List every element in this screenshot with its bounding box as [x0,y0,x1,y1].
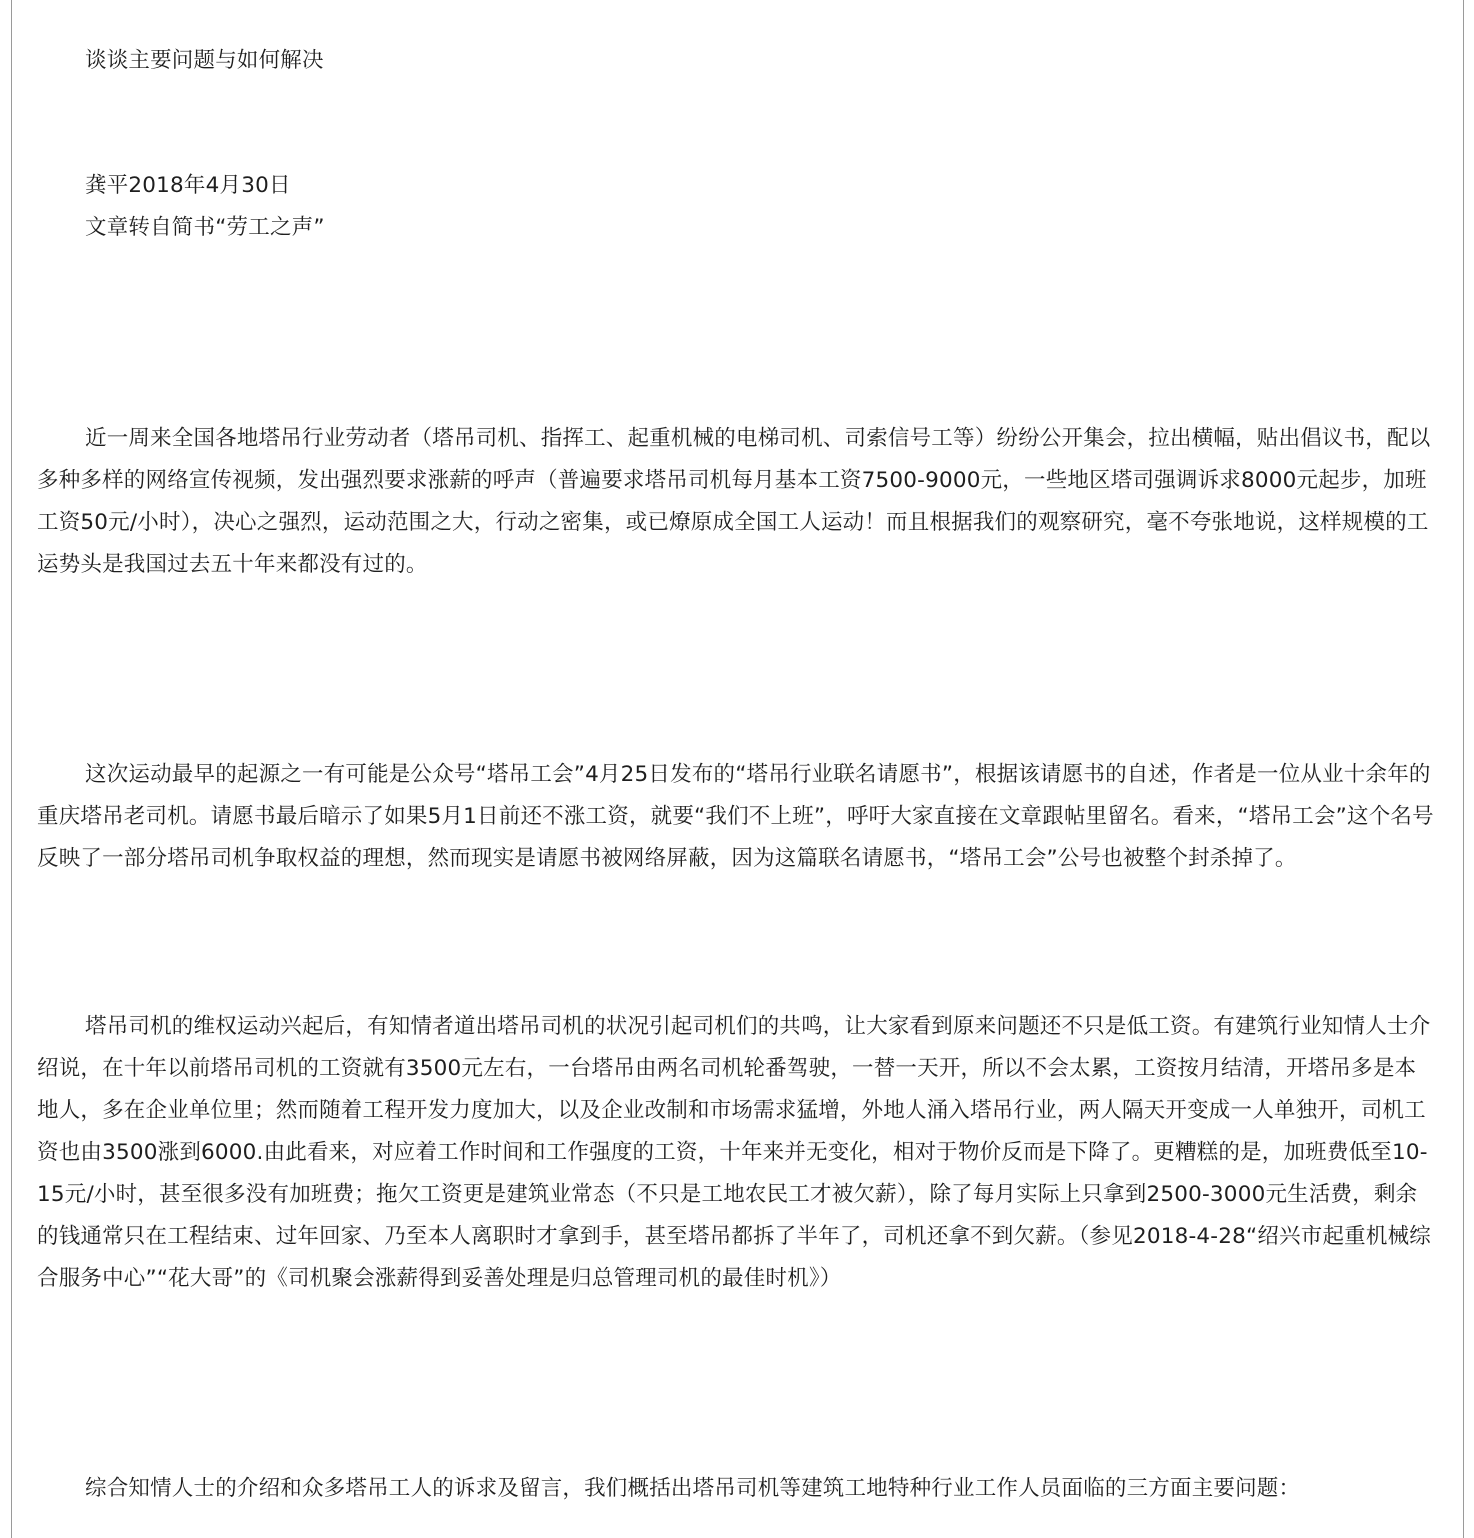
paragraph-2: 这次运动最早的起源之一有可能是公众号“塔吊工会”4月25日发布的“塔吊行业联名请愿书”，根据该请愿书的自述，作者是一位从业十余年的重庆塔吊老司机。请愿书最后暗示了如果5月1日前还不涨工资，就要“我们不上班”，呼吁大家直接在文章跟帖里留名。看来，“塔吊工会”这个名号反映了一部分塔吊司机争取权益的理想，然而现实是请愿书被网络屏蔽，因为这篇联名请愿书，“塔吊工会”公号也被整个封杀掉了。 [37,762,1434,871]
article-title: 谈谈主要问题与如何解决 [85,48,324,73]
article-source: 文章转自简书“劳工之声” [85,215,325,240]
paragraph-1: 近一周来全国各地塔吊行业劳动者（塔吊司机、指挥工、起重机械的电梯司机、司索信号工等）纷纷公开集会，拉出横幅，贴出倡议书，配以多种多样的网络宣传视频，发出强烈要求涨薪的呼声（普遍要求塔吊司机每月基本工资7500-9000元，一些地区塔司强调诉求8000元起步，加班工资50元/小时），决心之强烈，运动范围之大，行动之密集，或已燎原成全国工人运动！而且根据我们的观察研究，毫不夸张地说，这样规模的工运势头是我国过去五十年来都没有过的。 [37,426,1431,577]
paragraph-3: 塔吊司机的维权运动兴起后，有知情者道出塔吊司机的状况引起司机们的共鸣，让大家看到原来问题还不只是低工资。有建筑行业知情人士介绍说，在十年以前塔吊司机的工资就有3500元左右，一台塔吊由两名司机轮番驾驶，一替一天开，所以不会太累，工资按月结清，开塔吊多是本地人，多在企业单位里；然而随着工程开发力度加大，以及企业改制和市场需求猛增，外地人涌入塔吊行业，两人隔天开变成一人单独开，司机工资也由3500涨到6000.由此看来，对应着工作时间和工作强度的工资，十年来并无变化，相对于物价反而是下降了。更糟糕的是，加班费低至10-15元/小时，甚至很多没有加班费；拖欠工资更是建筑业常态（不只是工地农民工才被欠薪），除了每月实际上只拿到2500-3000元生活费，剩余的钱通常只在工程结束、过年回家、乃至本人离职时才拿到手，甚至塔吊都拆了半年了，司机还拿不到欠薪。（参见2018-4-28“绍兴市起重机械综合服务中心”“花大哥”的《司机聚会涨薪得到妥善处理是归总管理司机的最佳时机》） [37,1014,1431,1291]
paragraph-4: 综合知情人士的介绍和众多塔吊工人的诉求及留言，我们概括出塔吊司机等建筑工地特种行业工作人员面临的三方面主要问题： [85,1476,1301,1501]
article-byline: 龚平2018年4月30日 [85,173,291,198]
page-border-left [11,0,12,1538]
page-border-right [1463,0,1464,1538]
